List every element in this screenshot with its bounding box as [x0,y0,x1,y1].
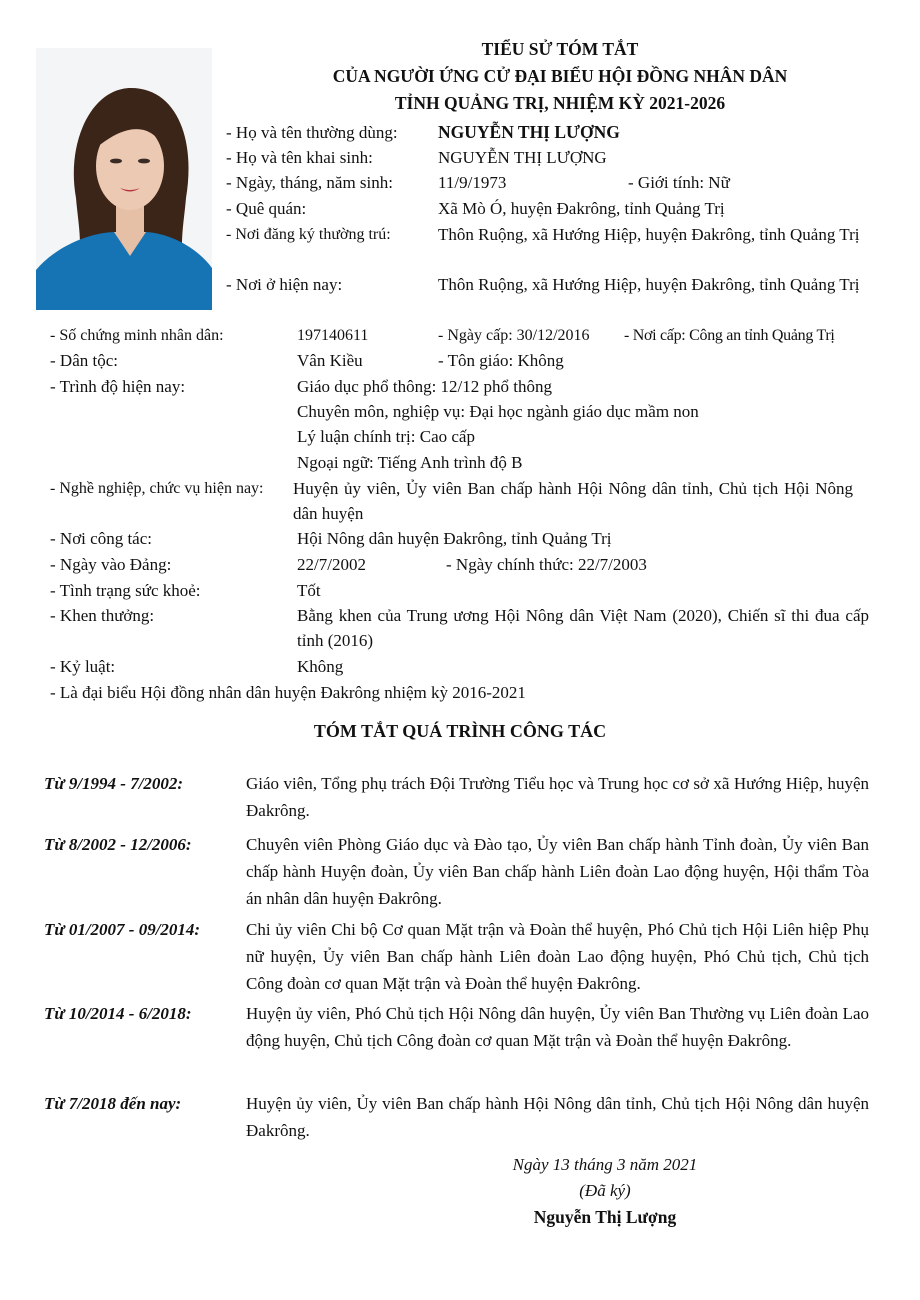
awards-label: - Khen thưởng: [50,606,155,625]
hometown-value: Xã Mò Ó, huyện Đakrông, tỉnh Quảng Trị [438,199,725,218]
ethnic-value: Vân Kiều [297,351,363,370]
education-professional: Chuyên môn, nghiệp vụ: Đại học ngành giáo dục mầm non [297,402,699,421]
career-section-title: TÓM TẮT QUÁ TRÌNH CÔNG TÁC [313,721,607,741]
signature-status: (Đã ký) [579,1181,631,1200]
id-number-label: - Số chứng minh nhân dân: [50,327,224,344]
occupation-value: Huyện ủy viên, Ủy viên Ban chấp hành Hội Nông dân tỉnh, Chủ tịch Hội Nông dân huyện [293,479,853,523]
common-name-label: - Họ và tên thường dùng: [226,123,398,142]
signer-name: Nguyễn Thị Lượng [533,1207,677,1227]
portrait-photo [36,48,212,310]
career-period: Từ 01/2007 - 09/2014: [44,920,201,939]
education-general: Giáo dục phổ thông: 12/12 phổ thông [297,377,552,396]
id-issue-place: - Nơi cấp: Công an tỉnh Quảng Trị [624,327,835,344]
delegate-note: - Là đại biểu Hội đồng nhân dân huyện Đakrông nhiệm kỳ 2016-2021 [50,683,526,702]
residence-value: Thôn Ruộng, xã Hướng Hiệp, huyện Đakrông, tỉnh Quảng Trị [438,225,860,244]
id-issue-date: - Ngày cấp: 30/12/2016 [438,327,590,344]
education-political: Lý luận chính trị: Cao cấp [297,427,475,446]
document-title: TIỂU SỬ TÓM TẮT [481,39,639,59]
workplace-label: - Nơi công tác: [50,529,152,548]
career-period: Từ 9/1994 - 7/2002: [44,774,184,793]
workplace-value: Hội Nông dân huyện Đakrông, tỉnh Quảng Trị [297,529,612,548]
ethnic-label: - Dân tộc: [50,351,118,370]
health-label: - Tình trạng sức khoẻ: [50,581,201,600]
occupation-label: - Nghề nghiệp, chức vụ hiện nay: [50,480,264,497]
education-language: Ngoại ngữ: Tiếng Anh trình độ B [297,453,523,472]
career-description: Huyện ủy viên, Phó Chủ tịch Hội Nông dân huyện, Ủy viên Ban Thường vụ Liên đoàn Lao động huyện, Chủ tịch Công đoàn cơ quan Mặt trận và Đoàn thể huyện Đakrông. [246,1004,869,1050]
gender-value: - Giới tính: Nữ [628,173,730,192]
career-period: Từ 7/2018 đến nay: [44,1094,182,1113]
career-period: Từ 10/2014 - 6/2018: [44,1004,192,1023]
education-label: - Trình độ hiện nay: [50,377,186,396]
portrait-illustration [36,48,212,310]
current-address-label: - Nơi ở hiện nay: [226,275,343,294]
dob-label: - Ngày, tháng, năm sinh: [226,173,393,192]
career-description: Giáo viên, Tổng phụ trách Đội Trường Tiểu học và Trung học cơ sở xã Hướng Hiệp, huyện Đakrông. [246,774,869,820]
career-description: Huyện ủy viên, Ủy viên Ban chấp hành Hội Nông dân tỉnh, Chủ tịch Hội Nông dân huyện Đakrông. [246,1094,869,1140]
health-value: Tốt [297,581,321,600]
party-official-date: - Ngày chính thức: 22/7/2003 [446,555,647,574]
document-subtitle: CỦA NGƯỜI ỨNG CỬ ĐẠI BIỂU HỘI ĐỒNG NHÂN DÂN [332,66,788,86]
birth-name-label: - Họ và tên khai sinh: [226,148,373,167]
residence-label: - Nơi đăng ký thường trú: [226,226,391,243]
religion-value: - Tôn giáo: Không [438,351,564,370]
career-period: Từ 8/2002 - 12/2006: [44,835,192,854]
common-name-value: NGUYỄN THỊ LƯỢNG [438,122,620,142]
career-description: Chi ủy viên Chi bộ Cơ quan Mặt trận và Đoàn thể huyện, Phó Chủ tịch Hội Liên hiệp Phụ nữ huyện, Ủy viên Ban chấp hành Liên đoàn Lao động huyện, Phó Chủ tịch, Chủ tịch Công đoàn cơ quan Mặt trận và Đoàn thể huyện Đakrông. [246,920,869,993]
current-address-value: Thôn Ruộng, xã Hướng Hiệp, huyện Đakrông, tỉnh Quảng Trị [438,275,860,294]
document-term: TỈNH QUẢNG TRỊ, NHIỆM KỲ 2021-2026 [394,93,726,113]
discipline-value: Không [297,657,344,676]
party-join-date: 22/7/2002 [297,555,366,574]
birth-name-value: NGUYỄN THỊ LƯỢNG [438,148,607,167]
party-join-label: - Ngày vào Đảng: [50,555,172,574]
awards-value: Bằng khen của Trung ương Hội Nông dân Việt Nam (2020), Chiến sĩ thi đua cấp tỉnh (2016) [297,606,869,650]
career-description: Chuyên viên Phòng Giáo dục và Đào tạo, Ủy viên Ban chấp hành Tỉnh đoàn, Ủy viên Ban chấp hành Huyện đoàn, Ủy viên Ban chấp hành Liên đoàn Lao động huyện, Hội thẩm Tòa án nhân dân huyện Đakrông. [246,835,869,908]
signature-date: Ngày 13 tháng 3 năm 2021 [512,1155,698,1174]
dob-value: 11/9/1973 [438,173,507,192]
id-number-value: 197140611 [297,327,369,344]
hometown-label: - Quê quán: [226,199,307,218]
discipline-label: - Kỷ luật: [50,657,116,676]
